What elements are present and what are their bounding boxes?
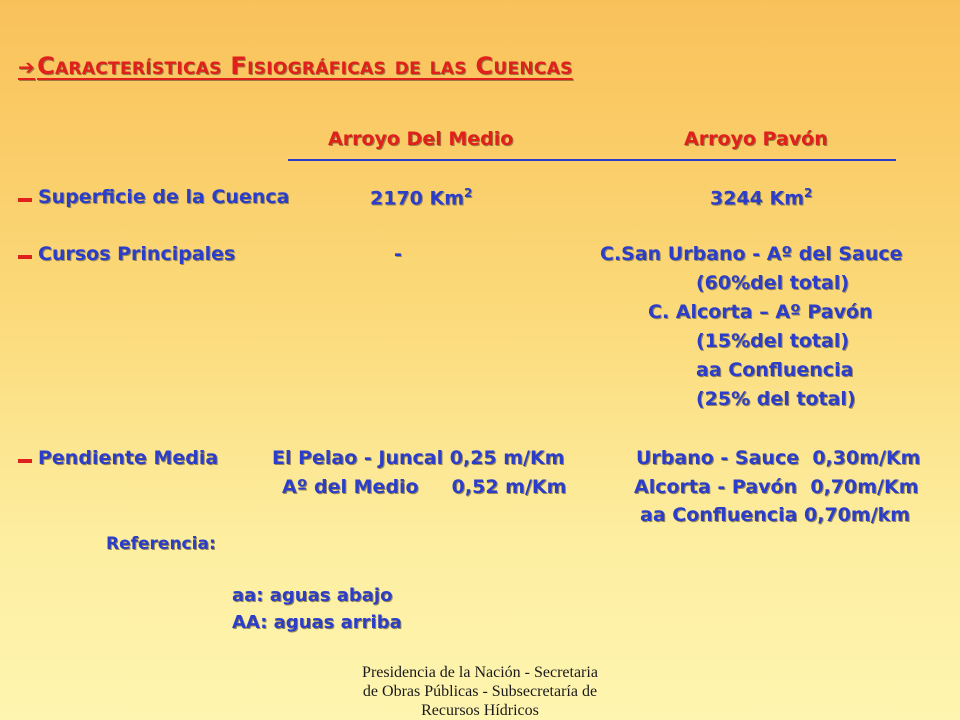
- row-cursos-col1: -: [394, 243, 402, 265]
- row-superficie-label: Superficie de la Cuenca: [18, 186, 289, 208]
- slide-title-text: Características Fisiográficas de las Cuencas: [37, 52, 573, 80]
- footer-credits: [300, 663, 660, 720]
- row-pendiente-col1-line: El Pelao - Juncal 0,25 m/Km: [272, 447, 565, 469]
- row-cursos-label: Cursos Principales: [18, 243, 235, 265]
- referencia-item: AA: aguas arriba: [232, 612, 402, 633]
- row-pendiente-label: Pendiente Media: [18, 447, 218, 469]
- dash-bullet-icon: [18, 459, 32, 463]
- referencia-item: aa: aguas abajo: [232, 585, 393, 606]
- column-header-arroyo-del-medio: Arroyo Del Medio: [328, 128, 514, 150]
- column-header-arroyo-pavon: Arroyo Pavón: [684, 128, 828, 150]
- row-cursos-col2-line: (60%del total): [696, 272, 850, 294]
- row-pendiente-col1-line: Aº del Medio 0,52 m/Km: [282, 476, 567, 498]
- row-cursos-col2-line: C. Alcorta – Aº Pavón: [648, 301, 873, 323]
- dash-bullet-icon: [18, 198, 32, 202]
- dash-bullet-icon: [18, 255, 32, 259]
- row-pendiente-col2-line: Urbano - Sauce 0,30m/Km: [636, 447, 921, 469]
- row-superficie-col2: 3244 Km$^2$: [710, 186, 813, 210]
- row-cursos-col2-line: C.San Urbano - Aº del Sauce: [600, 243, 903, 265]
- row-pendiente-col2-line: Alcorta - Pavón 0,70m/Km: [634, 476, 919, 498]
- row-cursos-col2-line: (15%del total): [696, 330, 850, 352]
- row-pendiente-col2-line: aa Confluencia 0,70m/km: [640, 504, 911, 526]
- header-divider: [288, 159, 896, 161]
- footer-line: Recursos Hídricos: [421, 702, 539, 719]
- row-superficie-col1: 2170 Km$^2$: [370, 186, 473, 210]
- row-cursos-col2-line: aa Confluencia: [696, 359, 854, 381]
- arrow-bullet-icon: ➔: [18, 55, 36, 79]
- referencia-label: Referencia:: [106, 534, 216, 554]
- footer-line: de Obras Públicas - Subsecretaría de: [362, 683, 598, 700]
- row-cursos-col2-line: (25% del total): [696, 388, 856, 410]
- footer-line: Presidencia de la Nación - Secretaria: [362, 664, 598, 681]
- slide-title: [18, 52, 573, 80]
